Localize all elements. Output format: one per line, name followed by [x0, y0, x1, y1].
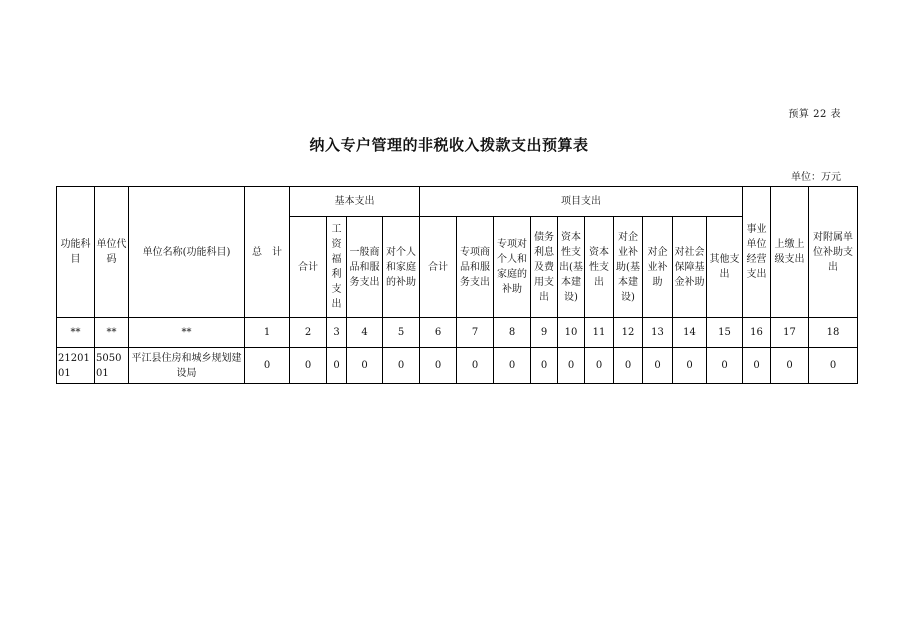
cell-func-code: 2120101: [57, 348, 95, 384]
index-cell: **: [57, 318, 95, 348]
index-cell: **: [129, 318, 245, 348]
header-basic-wages: 工资福利支出: [327, 217, 347, 318]
index-cell: 17: [771, 318, 809, 348]
header-total: 总 计: [245, 187, 290, 318]
index-cell: 1: [245, 318, 290, 348]
cell-value: 0: [327, 348, 347, 384]
cell-unit-name: 平江县住房和城乡规划建设局: [129, 348, 245, 384]
cell-value: 0: [558, 348, 585, 384]
header-project-capital-construction: 资本性支出(基本建设): [558, 217, 585, 318]
cell-value: 0: [494, 348, 531, 384]
index-cell: 18: [809, 318, 858, 348]
index-cell: 11: [585, 318, 614, 348]
header-project-goods-services: 专项商品和服务支出: [457, 217, 494, 318]
header-basic-group: 基本支出: [290, 187, 420, 217]
cell-value: 0: [420, 348, 457, 384]
header-project-total: 合计: [420, 217, 457, 318]
index-cell: 3: [327, 318, 347, 348]
cell-value: 0: [614, 348, 643, 384]
cell-value: 0: [531, 348, 558, 384]
header-func-code: 功能科目: [57, 187, 95, 318]
header-project-capital: 资本性支出: [585, 217, 614, 318]
header-row-groups: [57, 187, 858, 217]
header-project-social-security: 对社会保障基金补助: [673, 217, 707, 318]
index-cell: 6: [420, 318, 457, 348]
cell-value: 0: [707, 348, 743, 384]
index-cell: 16: [743, 318, 771, 348]
cell-value: 0: [743, 348, 771, 384]
index-cell: 5: [383, 318, 420, 348]
cell-value: 0: [290, 348, 327, 384]
header-subsidiary-subsidy: 对附属单位补助支出: [809, 187, 858, 318]
header-project-enterprise-subsidy: 对企业补助: [643, 217, 673, 318]
cell-value: 0: [643, 348, 673, 384]
header-basic-total: 合计: [290, 217, 327, 318]
index-cell: 2: [290, 318, 327, 348]
header-business-expense: 事业单位经营支出: [743, 187, 771, 318]
cell-value: 0: [809, 348, 858, 384]
header-project-debt-interest: 债务利息及费用支出: [531, 217, 558, 318]
header-project-enterprise-construction: 对企业补助(基本建设): [614, 217, 643, 318]
header-project-other: 其他支出: [707, 217, 743, 318]
index-cell: **: [95, 318, 129, 348]
index-cell: 14: [673, 318, 707, 348]
cell-value: 0: [383, 348, 420, 384]
cell-value: 0: [457, 348, 494, 384]
header-basic-personal-subsidy: 对个人和家庭的补助: [383, 217, 420, 318]
header-project-personal-subsidy: 专项对个人和家庭的补助: [494, 217, 531, 318]
unit-label: 单位：万元: [791, 172, 841, 183]
cell-value: 0: [673, 348, 707, 384]
header-unit-name: 单位名称(功能科目): [129, 187, 245, 318]
header-project-group: 项目支出: [420, 187, 743, 217]
index-cell: 15: [707, 318, 743, 348]
cell-value: 0: [245, 348, 290, 384]
budget-table: [56, 186, 858, 384]
index-cell: 4: [347, 318, 383, 348]
cell-value: 0: [585, 348, 614, 384]
index-cell: 9: [531, 318, 558, 348]
index-cell: 10: [558, 318, 585, 348]
index-cell: 13: [643, 318, 673, 348]
cell-unit-code: 505001: [95, 348, 129, 384]
table-row: [57, 348, 858, 384]
index-cell: 12: [614, 318, 643, 348]
page-title: 纳入专户管理的非税收入拨款支出预算表: [309, 136, 589, 154]
index-row: [57, 318, 858, 348]
header-basic-goods-services: 一般商品和服务支出: [347, 217, 383, 318]
index-cell: 7: [457, 318, 494, 348]
index-cell: 8: [494, 318, 531, 348]
cell-value: 0: [771, 348, 809, 384]
header-unit-code: 单位代码: [95, 187, 129, 318]
cell-value: 0: [347, 348, 383, 384]
header-remit-upper: 上缴上级支出: [771, 187, 809, 318]
form-number: 预算 22 表: [788, 109, 841, 120]
